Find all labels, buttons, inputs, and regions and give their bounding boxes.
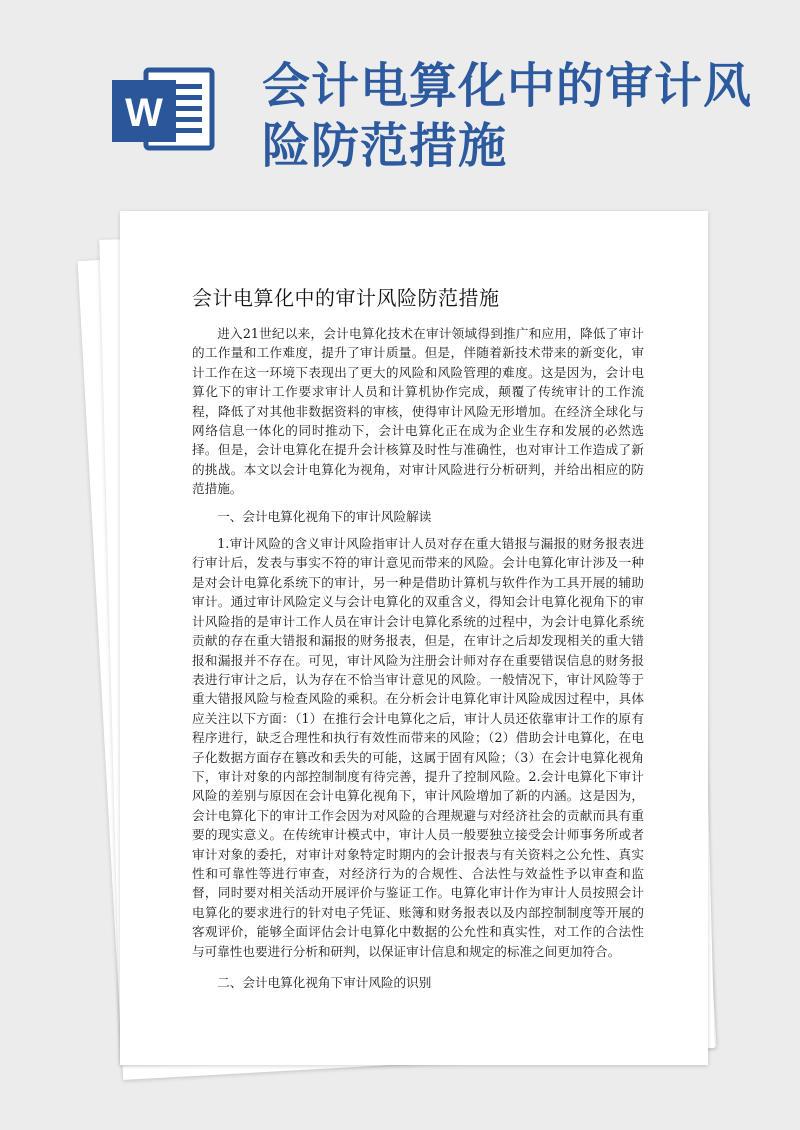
section-heading-1: 一、会计电算化视角下的审计风险解读 — [217, 508, 432, 524]
document-page — [120, 211, 708, 1065]
section-heading-2: 二、会计电算化视角下审计风险的识别 — [217, 975, 432, 990]
document-title: 会计电算化中的审计风险防范措施 — [192, 286, 500, 310]
banner — [0, 0, 800, 200]
paragraph-intro: 进入21世纪以来，会计电算化技术在审计领域得到推广和应用，降低了审计的工作量和工作难度，提升了审计质量。但是，伴随着新技术带来的新变化，审计工作在这一环境下表现出了更大的风险和风险管理的难度。这是因为，会计电算化下的审计工作要求审计人员和计算机协作完成，颠覆了传统审计的工作流程，降低了对其他非数据资料的审核，使得审计风险无形增加。在经济全球化与网络信息一体化的同时推动下，会计电算化正在成为企业生存和发展的必然选择。但是，会计电算化在提升会计核算及时性与准确性，也对审计工作造成了新的挑战。本文以会计电算化为视角，对审计风险进行分析研判，并给出相应的防范措施。 — [192, 326, 644, 497]
word-document-icon — [112, 64, 218, 152]
banner-title: 会计电算化中的审计风险防范措施 — [262, 58, 753, 174]
document-body — [192, 324, 644, 992]
paragraph-section-1: 1.审计风险的含义审计风险指审计人员对存在重大错报与漏报的财务报表进行审计后，发表与事实不符的审计意见而带来的风险。会计电算化审计涉及一种是对会计电算化系统下的审计，另一种是借助计算机与软件作为工具开展的辅助审计。通过审计风险定义与会计电算化的双重含义，得知会计电算化视角下的审计风险指的是审计工作人员在审计会计电算化系统的过程中，为会计电算化系统贡献的存在重大错报和漏报的财务报表，但是，在审计之后却发现相关的重大错报和漏报并不存在。可见，审计风险为注册会计师对存在重要错误信息的财务报表进行审计之后，认为存在不恰当审计意见的风险。一般情况下，审计风险等于重大错报风险与检查风险的乘积。在分析会计电算化审计风险成因过程中，具体应关注以下方面：（1）在推行会计电算化之后，审计人员还依靠审计工作的原有程序进行，缺乏合理性和执行有效性而带来的风险；（2）借助会计电算化，在电子化数据方面存在篡改和丢失的可能，这属于固有风险；（3）在会计电算化视角下，审计对象的内部控制制度有待完善，提升了控制风险。2.会计电算化下审计风险的差别与原因在会计电算化视角下，审计风险增加了新的内涵。这是因为，会计电算化下的审计工作会因为对风险的合理规避与对经济社会的贡献而具有重要的现实意义。在传统审计模式中，审计人员一般要独立接受会计师事务所或者审计对象的委托，对审计对象特定时期内的会计报表与有关资料之公允性、真实性和可靠性等进行审查，对经济行为的合规性、合法性与效益性予以审查和监督，同时要对相关活动开展评价与鉴证工作。电算化审计作为审计人员按照会计电算化的要求进行的针对电子凭证、账簿和财务报表以及内部控制制度等开展的客观评价，能够全面评估会计电算化中数据的公允性和真实性，对工作的合法性与可靠性也要进行分析和研判，以保证审计信息和规定的标准之间更加符合。 — [192, 536, 644, 959]
word-letter: W — [125, 91, 163, 135]
